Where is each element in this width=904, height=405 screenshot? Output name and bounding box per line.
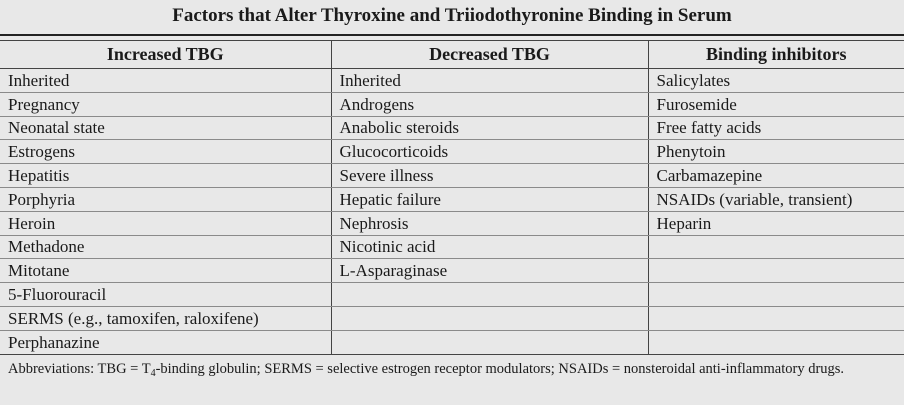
decreased-tbg-cell: L-Asparaginase bbox=[331, 259, 648, 283]
table-row bbox=[0, 164, 904, 188]
binding-inhibitor-cell: Carbamazepine bbox=[648, 164, 904, 188]
decreased-tbg-cell: Anabolic steroids bbox=[331, 116, 648, 140]
increased-tbg-cell: Methadone bbox=[0, 235, 331, 259]
increased-tbg-cell: Perphanazine bbox=[0, 330, 331, 354]
decreased-tbg-cell: Hepatic failure bbox=[331, 187, 648, 211]
binding-inhibitor-cell: Furosemide bbox=[648, 92, 904, 116]
binding-inhibitor-cell bbox=[648, 330, 904, 354]
footnote-prefix: Abbreviations: TBG = T bbox=[8, 360, 151, 377]
binding-factors-table bbox=[0, 40, 904, 355]
table-row bbox=[0, 92, 904, 116]
decreased-tbg-cell bbox=[331, 330, 648, 354]
table-row bbox=[0, 211, 904, 235]
binding-inhibitor-cell bbox=[648, 283, 904, 307]
table-row bbox=[0, 283, 904, 307]
decreased-tbg-cell: Androgens bbox=[331, 92, 648, 116]
increased-tbg-cell: Pregnancy bbox=[0, 92, 331, 116]
table-title: Factors that Alter Thyroxine and Triiodothyronine Binding in Serum bbox=[0, 0, 904, 36]
increased-tbg-cell: Inherited bbox=[0, 69, 331, 93]
increased-tbg-cell: Porphyria bbox=[0, 187, 331, 211]
binding-inhibitor-cell bbox=[648, 306, 904, 330]
binding-inhibitor-cell: Phenytoin bbox=[648, 140, 904, 164]
table-row bbox=[0, 116, 904, 140]
column-header-binding-inhibitors: Binding inhibitors bbox=[648, 41, 904, 69]
binding-inhibitor-cell: Salicylates bbox=[648, 69, 904, 93]
table-row bbox=[0, 306, 904, 330]
decreased-tbg-cell: Nephrosis bbox=[331, 211, 648, 235]
footnote-suffix: -binding globulin; SERMS = selective estrogen receptor modulators; NSAIDs = nonsteroidal anti-inflammatory drugs. bbox=[155, 360, 845, 377]
decreased-tbg-cell: Severe illness bbox=[331, 164, 648, 188]
binding-inhibitor-cell: NSAIDs (variable, transient) bbox=[648, 187, 904, 211]
increased-tbg-cell: SERMS (e.g., tamoxifen, raloxifene) bbox=[0, 306, 331, 330]
increased-tbg-cell: Neonatal state bbox=[0, 116, 331, 140]
binding-inhibitor-cell bbox=[648, 259, 904, 283]
header-row bbox=[0, 41, 904, 69]
table-row bbox=[0, 69, 904, 93]
increased-tbg-cell: Heroin bbox=[0, 211, 331, 235]
footnote-subscript: 4 bbox=[150, 367, 156, 379]
increased-tbg-cell: Estrogens bbox=[0, 140, 331, 164]
table-row bbox=[0, 330, 904, 354]
column-header-decreased-tbg: Decreased TBG bbox=[331, 41, 648, 69]
binding-inhibitor-cell bbox=[648, 235, 904, 259]
table-row bbox=[0, 140, 904, 164]
binding-inhibitor-cell: Free fatty acids bbox=[648, 116, 904, 140]
column-header-increased-tbg: Increased TBG bbox=[0, 41, 331, 69]
table-row bbox=[0, 235, 904, 259]
increased-tbg-cell: Mitotane bbox=[0, 259, 331, 283]
binding-inhibitor-cell: Heparin bbox=[648, 211, 904, 235]
table-row bbox=[0, 259, 904, 283]
increased-tbg-cell: Hepatitis bbox=[0, 164, 331, 188]
decreased-tbg-cell: Glucocorticoids bbox=[331, 140, 648, 164]
increased-tbg-cell: 5-Fluorouracil bbox=[0, 283, 331, 307]
table-footnote bbox=[0, 355, 904, 379]
table-row bbox=[0, 187, 904, 211]
decreased-tbg-cell bbox=[331, 306, 648, 330]
decreased-tbg-cell bbox=[331, 283, 648, 307]
decreased-tbg-cell: Inherited bbox=[331, 69, 648, 93]
table-body bbox=[0, 69, 904, 355]
decreased-tbg-cell: Nicotinic acid bbox=[331, 235, 648, 259]
